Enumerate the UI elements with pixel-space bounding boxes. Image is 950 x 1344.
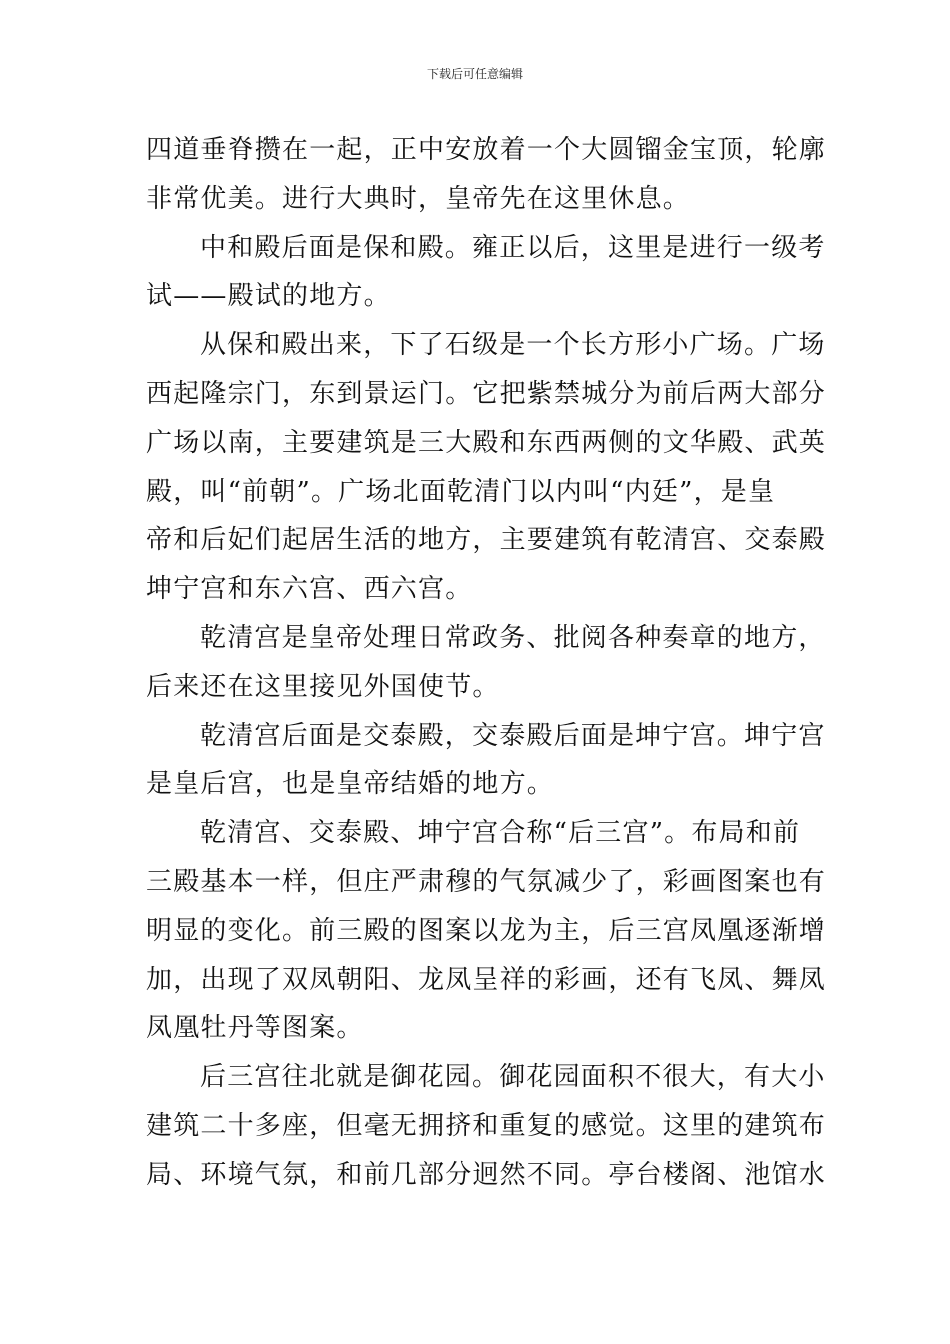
document-body	[146, 126, 827, 1200]
page-header: 下载后可任意编辑	[426, 67, 523, 81]
text-line: 明显的变化。前三殿的图案以龙为主，后三宫凤凰逐渐增	[146, 915, 827, 946]
text-line: 西起隆宗门，东到景运门。它把紫禁城分为前后两大部分	[146, 378, 827, 409]
paragraph-start-line: 乾清宫后面是交泰殿，交泰殿后面是坤宁宫。坤宁宫	[200, 720, 826, 751]
paragraph-start-line: 乾清宫是皇帝处理日常政务、批阅各种奏章的地方，	[200, 622, 826, 653]
text-line: 殿，叫“前朝”。广场北面乾清门以内叫“内廷”，是皇	[146, 476, 776, 507]
text-line: 四道垂脊攒在一起，正中安放着一个大圆镏金宝顶，轮廓	[146, 135, 827, 165]
text-line: 局、环境气氛，和前几部分迥然不同。亭台楼阁、池馆水	[146, 1159, 827, 1190]
paragraph-start-line: 从保和殿出来，下了石级是一个长方形小广场。广场	[200, 330, 826, 361]
text-line: 加，出现了双凤朝阳、龙凤呈祥的彩画，还有飞凤、舞凤	[146, 964, 827, 995]
text-line: 三殿基本一样，但庄严肃穆的气氛减少了，彩画图案也有	[146, 866, 827, 897]
text-line: 坤宁宫和东六宫、西六宫。	[146, 574, 473, 605]
text-line: 非常优美。进行大典时，皇帝先在这里休息。	[146, 183, 691, 214]
text-line: 建筑二十多座，但毫无拥挤和重复的感觉。这里的建筑布	[146, 1110, 827, 1141]
paragraph-start-line: 后三宫往北就是御花园。御花园面积不很大，有大小	[200, 1062, 826, 1093]
text-line: 广场以南，主要建筑是三大殿和东西两侧的文华殿、武英	[146, 427, 827, 458]
text-line: 帝和后妃们起居生活的地方，主要建筑有乾清宫、交泰殿	[146, 525, 827, 556]
text-line: 后来还在这里接见外国使节。	[146, 671, 500, 702]
paragraph-start-line: 中和殿后面是保和殿。雍正以后，这里是进行一级考	[200, 232, 826, 263]
text-line: 是皇后宫，也是皇帝结婚的地方。	[146, 769, 555, 800]
text-line: 试——殿试的地方。	[146, 281, 391, 312]
text-line: 凤凰牡丹等图案。	[146, 1013, 364, 1044]
paragraph-start-line: 乾清宫、交泰殿、坤宁宫合称“后三宫”。布局和前	[200, 818, 801, 849]
